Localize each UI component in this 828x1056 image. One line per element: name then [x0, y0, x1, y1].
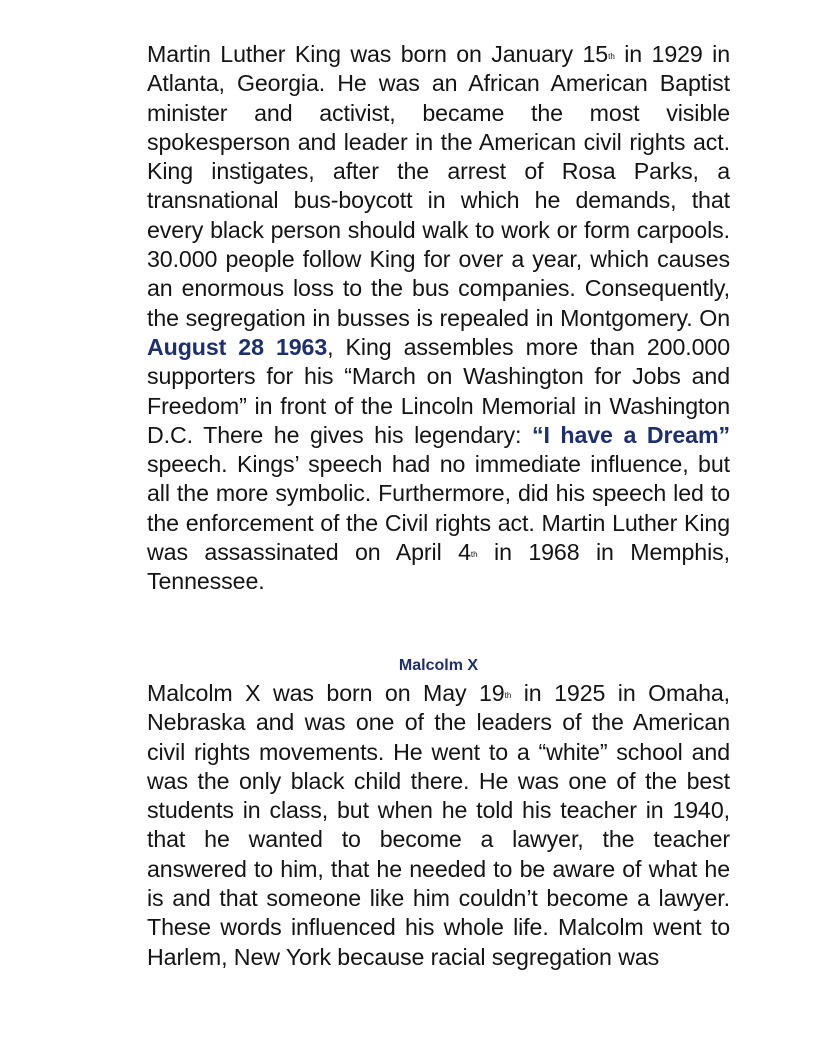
malcolm-section [147, 679, 730, 972]
mlk-text-3: , King assembles more than 200.000 supporters for his “March on Washington for Jobs and Freedom” in front of the Lincoln Memorial in Washington D.C. There he gives his legendary: [147, 333, 730, 448]
mlk-text-5: in 1968 in Memphis, Tennessee. [147, 539, 730, 595]
malcolm-text-1: Malcolm X was born on May 19 [147, 680, 505, 706]
ordinal-suffix: th [470, 550, 478, 560]
march-date-highlight: August 28 1963 [147, 333, 328, 360]
mlk-section [147, 40, 730, 597]
ordinal-suffix: th [504, 691, 512, 700]
mlk-text-2: in 1929 in Atlanta, Georgia. He was an African American Baptist minister and activist, became the most visible spokesperson and leader in the American civil rights act. King instigates, after the arrest of Rosa Parks, a transnational bus-boycott in which he demands, that every black person should walk to work or form carpools. 30.000 people follow King for over a year, which causes an enormous loss to the bus companies. Consequently, the segregation in busses is repealed in Montgomery. On [147, 41, 731, 331]
speech-title-highlight: “I have a Dream” [531, 421, 730, 448]
ordinal-suffix: th [608, 52, 615, 61]
mlk-text-4: speech. Kings’ speech had no immediate influence, but all the more symbolic. Furthermore, did his speech led to the enforcement of the Civil rights act. Martin Luther King was assassinated on April 4 [147, 451, 730, 566]
section-heading-malcolm-x: Malcolm X [398, 657, 479, 674]
mlk-paragraph [147, 40, 730, 597]
malcolm-text-2: in 1925 in Omaha, Nebraska and was one of the leaders of the American civil rights movements. He went to a “white” school and was the only black child there. He was one of the best students in class, but when he told his teacher in 1940, that he wanted to become a lawyer, the teacher answered to him, that he needed to be aware of what he is and that someone like him couldn’t become a lawyer. These words influenced his whole life. Malcolm went to Harlem, New York because racial segregation was [147, 680, 730, 970]
malcolm-paragraph [147, 679, 730, 972]
mlk-text-1: Martin Luther King was born on January 15 [147, 41, 609, 67]
